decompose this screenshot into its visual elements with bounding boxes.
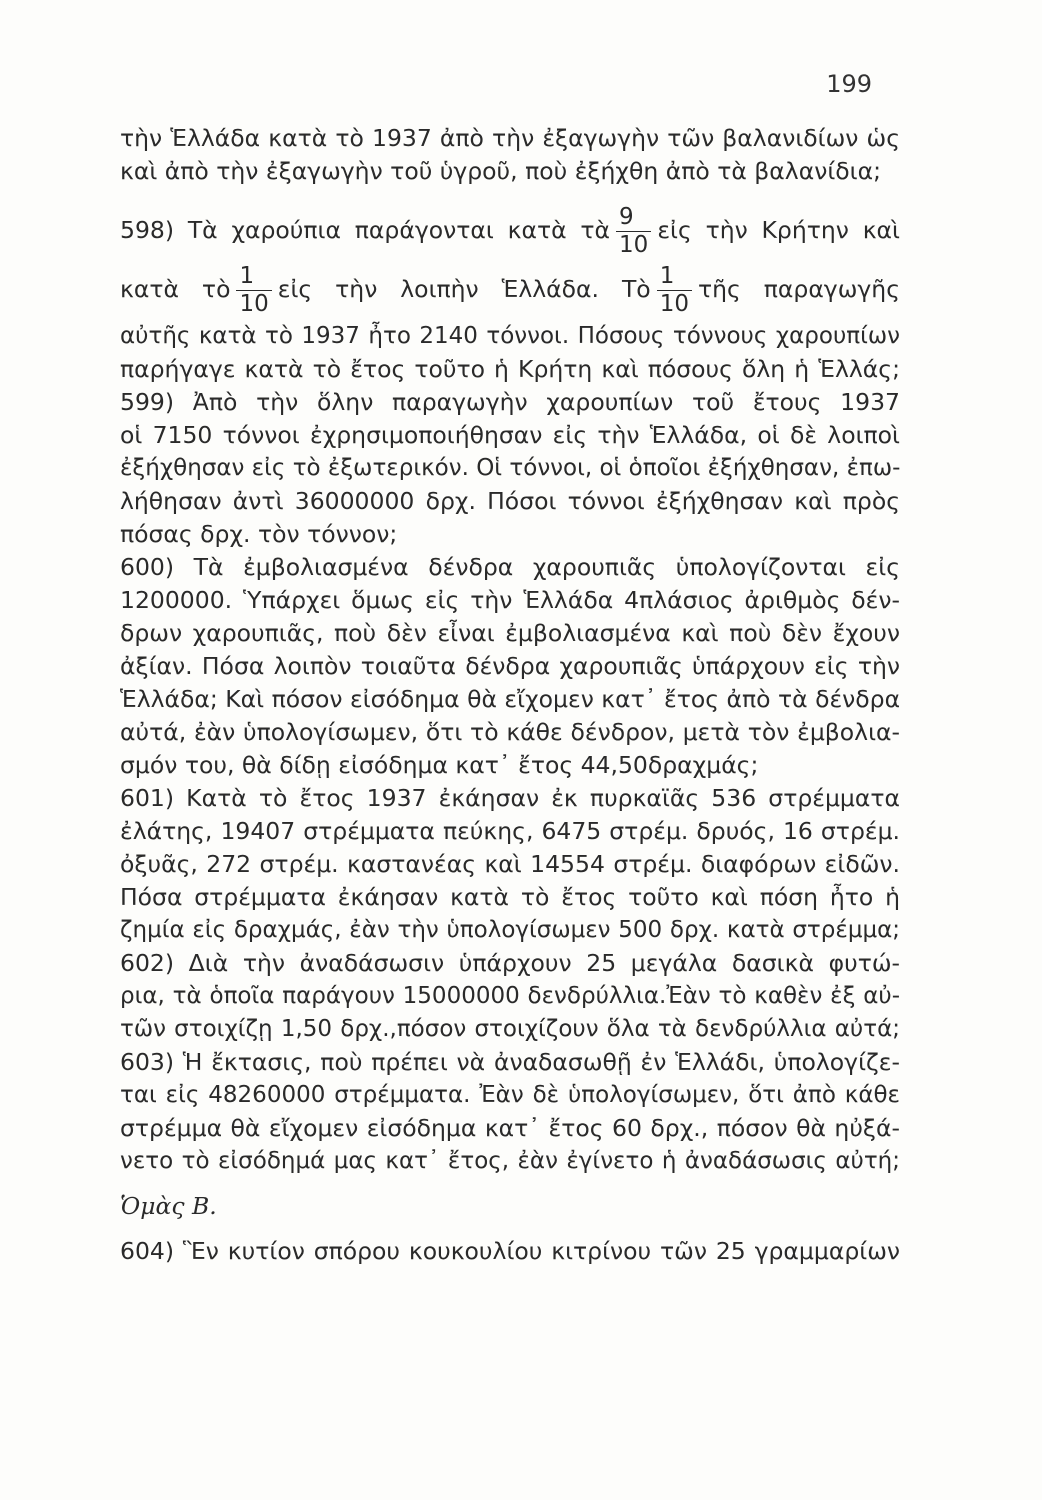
fraction (236, 265, 271, 316)
page-number: 199 (826, 70, 872, 98)
text-line: ἐξήχθησαν εἰς τὸ ἐξωτερικόν. Οἱ τόννοι, οἱ ὁποῖοι ἐξήχθησαν, ἐπω- (120, 455, 901, 481)
text-line: στρέμμα θὰ εἴχομεν εἰσόδημα κατ᾿ ἔτος 60 δρχ., πόσον θὰ ηὐξά- (120, 1114, 900, 1142)
fraction-denominator: 10 (239, 291, 269, 317)
text-segment: εἰς τὴν Κρήτην καὶ (657, 216, 900, 244)
fraction-denominator: 10 (619, 232, 649, 258)
text-line: 601) Κατὰ τὸ ἔτος 1937 ἐκάησαν ἐκ πυρκαϊᾶς 536 στρέμματα (120, 784, 900, 812)
text-line: ὀξυᾶς, 272 στρέμ. καστανέας καὶ 14554 στρέμ. διαφόρων εἰδῶν. (120, 850, 900, 878)
text-line: δρων χαρουπιᾶς, ποὺ δὲν εἶναι ἐμβολιασμένα καὶ ποὺ δὲν ἔχουν (120, 619, 900, 647)
problem-598-line-2 (120, 258, 900, 320)
text-line: λήθησαν ἀντὶ 36000000 δρχ. Πόσοι τόννοι ἐξήχθησαν καὶ πρὸς (120, 487, 900, 515)
text-line: ἐλάτης, 19407 στρέμματα πεύκης, 6475 στρέμ. δρυός, 16 στρέμ. (120, 817, 900, 845)
fraction-denominator: 10 (659, 291, 689, 317)
text-line: σμόν του, θὰ δίδῃ εἰσόδημα κατ᾿ ἔτος 44,50δραχμάς; (120, 751, 759, 779)
group-heading: Ὁμὰς Β. (120, 1192, 217, 1220)
text-line: Ἑλλάδα; Καὶ πόσον εἰσόδημα θὰ εἴχομεν κατ᾿ ἔτος ἀπὸ τὰ δένδρα (120, 685, 901, 713)
text-line: 603) Ἡ ἔκτασις, ποὺ πρέπει νὰ ἀναδασωθῇ ἐν Ἑλλάδι, ὑπολογίζε- (120, 1048, 900, 1076)
text-segment: 598) Τὰ χαρούπια παράγονται κατὰ τὰ (120, 216, 611, 244)
text-line: πόσας δρχ. τὸν τόννον; (120, 520, 398, 548)
text-line: ρια, τὰ ὁποῖα παράγουν 15000000 δενδρύλλια.Ἐὰν τὸ καθὲν ἐξ αὐ- (120, 983, 900, 1009)
text-line: παρήγαγε κατὰ τὸ ἔτος τοῦτο ἡ Κρήτη καὶ πόσους ὅλη ἡ Ἑλλάς; (120, 355, 900, 383)
text-line: τῶν στοιχίζῃ 1,50 δρχ.,πόσον στοιχίζουν ὅλα τὰ δενδρύλλια αὐτά; (120, 1016, 900, 1042)
page-text (120, 122, 900, 1268)
text-line: τὴν Ἑλλάδα κατὰ τὸ 1937 ἀπὸ τὴν ἐξαγωγὴν τῶν βαλανιδίων ὡς (120, 124, 900, 152)
text-line: 600) Τὰ ἐμβολιασμένα δένδρα χαρουπιᾶς ὑπολογίζονται εἰς (120, 553, 900, 581)
text-line: ζημία εἰς δραχμάς, ἐὰν τὴν ὑπολογίσωμεν 500 δρχ. κατὰ στρέμμα; (120, 917, 900, 943)
fraction-numerator: 1 (657, 265, 692, 291)
text-line: Πόσα στρέμματα ἐκάησαν κατὰ τὸ ἔτος τοῦτο καὶ πόση ἦτο ἡ (120, 883, 900, 911)
text-line: 602) Διὰ τὴν ἀναδάσωσιν ὑπάρχουν 25 μεγάλα δασικὰ φυτώ- (120, 949, 900, 977)
fraction (616, 206, 651, 257)
text-line: 599) Ἀπὸ τὴν ὅλην παραγωγὴν χαρουπίων τοῦ ἔτους 1937 (120, 388, 900, 416)
text-segment: κατὰ τὸ (120, 275, 231, 303)
text-line: καὶ ἀπὸ τὴν ἐξαγωγὴν τοῦ ὑγροῦ, ποὺ ἐξήχθη ἀπὸ τὰ βαλανίδια; (120, 157, 882, 185)
fraction (657, 265, 692, 316)
text-line: αὐτά, ἐὰν ὑπολογίσωμεν, ὅτι τὸ κάθε δένδρον, μετὰ τὸν ἐμβολια- (120, 718, 900, 746)
fraction-numerator: 9 (616, 206, 651, 232)
text-line: 1200000. Ὑπάρχει ὅμως εἰς τὴν Ἑλλάδα 4πλάσιος ἀριθμὸς δέν- (120, 586, 900, 614)
text-segment: τῆς παραγωγῆς (697, 275, 900, 303)
text-line: ἀξίαν. Πόσα λοιπὸν τοιαῦτα δένδρα χαρουπιᾶς ὑπάρχουν εἰς τὴν (120, 652, 900, 680)
problem-598-line-1 (120, 202, 900, 258)
text-line: νετο τὸ εἰσόδημά μας κατ᾿ ἔτος, ἐὰν ἐγίνετο ἡ ἀναδάσωσις αὐτή; (120, 1148, 900, 1174)
fraction-numerator: 1 (236, 265, 271, 291)
text-line: οἱ 7150 τόννοι ἐχρησιμοποιήθησαν εἰς τὴν Ἑλλάδα, οἱ δὲ λοιποὶ (120, 421, 900, 449)
text-segment: εἰς τὴν λοιπὴν Ἑλλάδα. Τὸ (277, 275, 651, 303)
text-line: ται εἰς 48260000 στρέμματα. Ἐὰν δὲ ὑπολογίσωμεν, ὅτι ἀπὸ κάθε (120, 1082, 900, 1108)
text-line: 604) Ἓν κυτίον σπόρου κουκουλίου κιτρίνου τῶν 25 γραμμαρίων (120, 1237, 900, 1265)
text-line: αὐτῆς κατὰ τὸ 1937 ἦτο 2140 τόννοι. Πόσους τόννους χαρουπίων (120, 323, 900, 349)
